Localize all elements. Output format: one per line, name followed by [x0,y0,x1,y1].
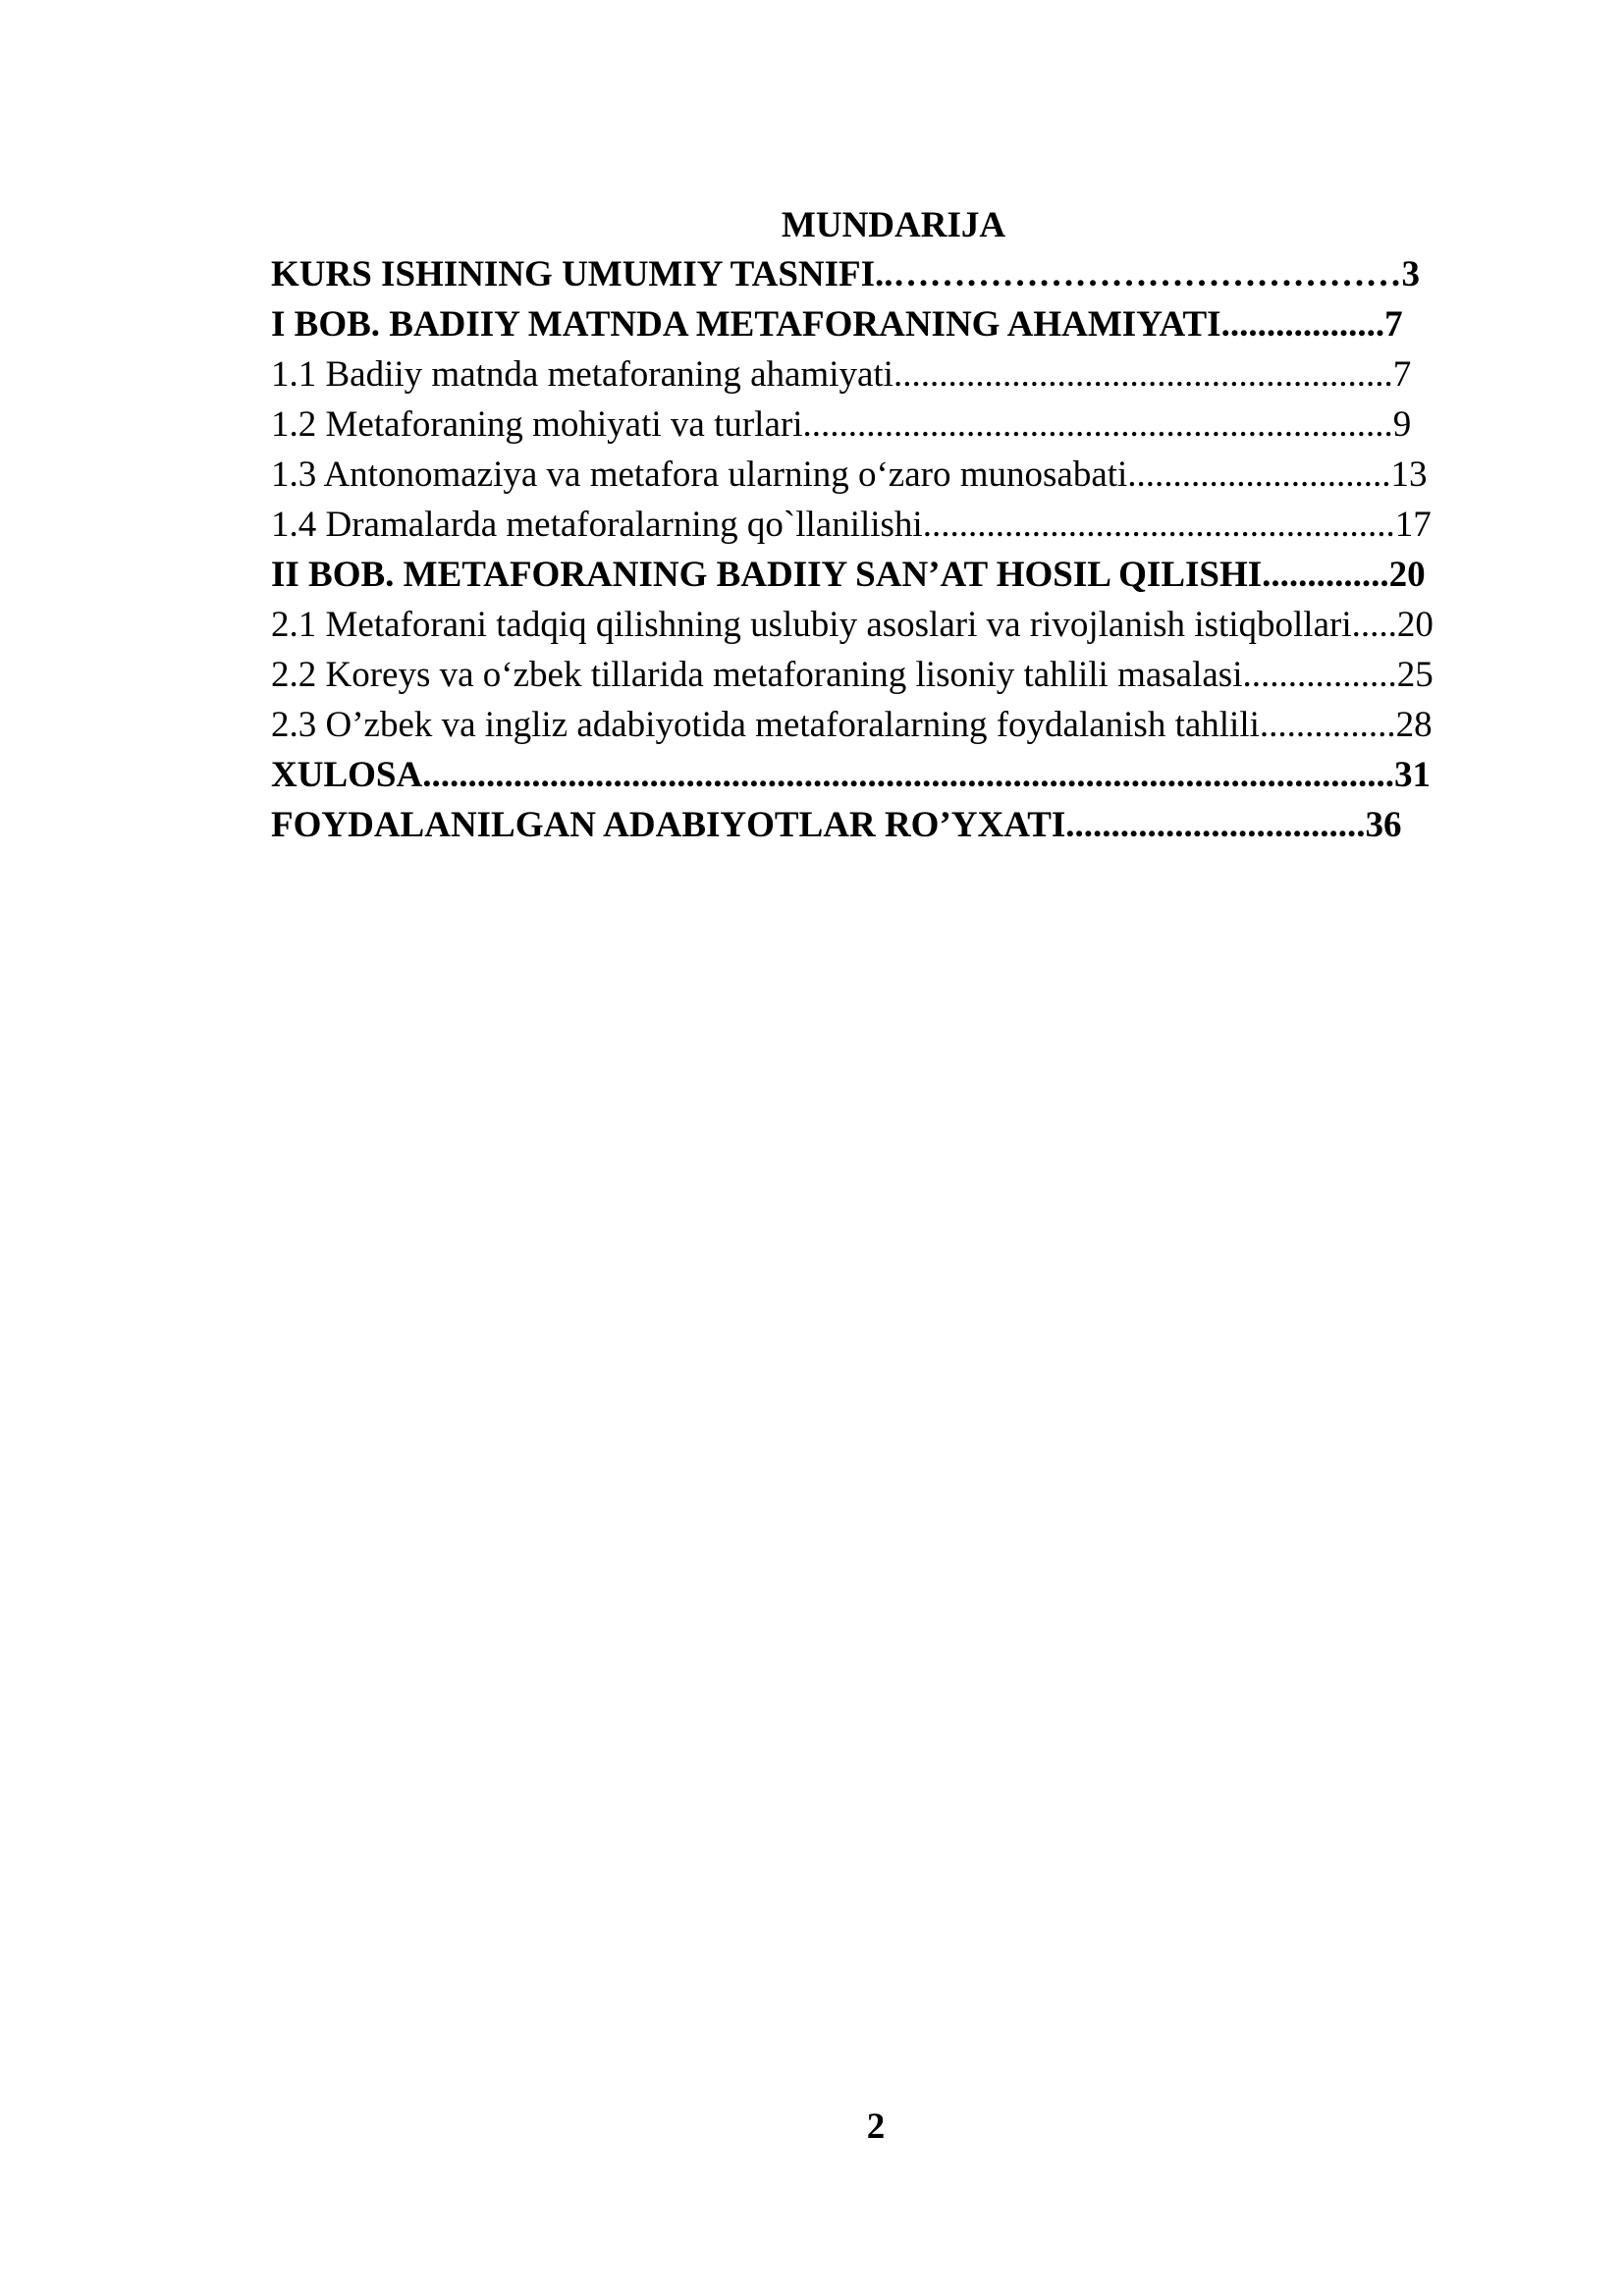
toc-entry-kurs-ishining-umumiy-tasnifi[interactable]: KURS ISHINING UMUMIY TASNIFI..……………………………………3 [271,254,1421,294]
toc-entry-chapter-2[interactable]: II BOB. METAFORANING BADIIY SAN’AT HOSIL QILISHI..............20 [271,555,1426,595]
toc-entry-section-1-2[interactable]: 1.2 Metaforaning mohiyati va turlari.................................................................9 [271,404,1412,445]
toc-entry-section-2-1[interactable]: 2.1 Metaforani tadqiq qilishning uslubiy asoslari va rivojlanish istiqbollari.....20 [271,605,1434,645]
toc-entry-section-2-2[interactable]: 2.2 Koreys va o‘zbek tillarida metaforaning lisoniy tahlili masalasi.................25 [271,655,1434,695]
page-number: 2 [866,2107,886,2147]
toc-entry-xulosa[interactable]: XULOSA...........................................................................................................31 [271,755,1431,795]
toc-entry-section-2-3[interactable]: 2.3 O’zbek va ingliz adabiyotida metaforalarning foydalanish tahlili...............28 [271,705,1433,745]
toc-entry-chapter-1[interactable]: I BOB. BADIIY MATNDA METAFORANING AHAMIYATI..................7 [271,304,1403,345]
toc-entry-section-1-3[interactable]: 1.3 Antonomaziya va metafora ularning o‘zaro munosabati.............................13 [271,454,1428,495]
toc-entry-section-1-4[interactable]: 1.4 Dramalarda metaforalarning qo`llanilishi....................................................17 [271,505,1432,545]
table-of-contents [271,249,1498,850]
toc-title: MUNDARIJA [781,205,1006,245]
toc-entry-references[interactable]: FOYDALANILGAN ADABIYOTLAR RO’YXATI.................................36 [271,805,1402,845]
toc-entry-section-1-1[interactable]: 1.1 Badiiy matnda metaforaning ahamiyati.......................................................7 [271,354,1412,395]
